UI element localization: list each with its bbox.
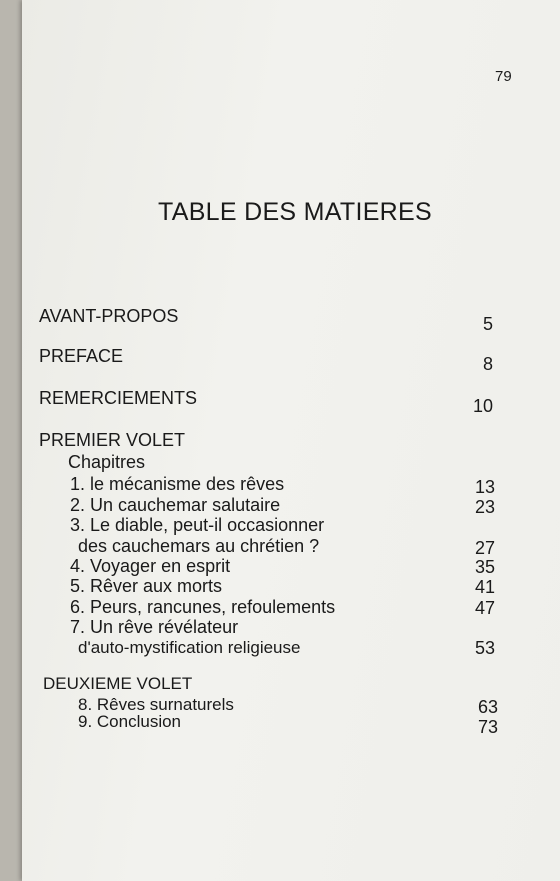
chapter-item: 1. le mécanisme des rêves <box>70 474 285 494</box>
chapter-item: 9. Conclusion <box>78 712 182 731</box>
chapter-page: 23 <box>474 497 495 517</box>
chapter-page: 35 <box>474 557 495 577</box>
chapter-page: 63 <box>477 697 498 717</box>
toc-entry-label: PREFACE <box>39 346 124 366</box>
chapter-page: 47 <box>474 598 495 618</box>
toc-entry-label: REMERCIEMENTS <box>39 388 198 408</box>
toc-entry-page: 10 <box>472 396 493 416</box>
chapter-item: 5. Rêver aux morts <box>70 576 223 596</box>
toc-entry-label: AVANT-PROPOS <box>39 306 179 326</box>
chapter-item: 3. Le diable, peut-il occasionner <box>70 515 325 535</box>
chapter-item: 8. Rêves surnaturels <box>78 695 234 714</box>
section-heading-deuxieme-volet: DEUXIEME VOLET <box>43 674 193 693</box>
section-heading-premier-volet: PREMIER VOLET <box>39 430 186 450</box>
book-page <box>22 0 560 881</box>
toc-entry-page: 5 <box>482 314 493 334</box>
toc-entry-page: 8 <box>482 354 493 374</box>
chapter-item-continuation: d'auto-mystification religieuse <box>78 638 301 657</box>
chapter-page: 13 <box>474 477 495 497</box>
page-title: TABLE DES MATIERES <box>158 198 432 226</box>
chapter-item: 4. Voyager en esprit <box>70 556 231 576</box>
chapter-page: 27 <box>474 538 495 558</box>
page-number: 79 <box>495 68 512 85</box>
chapters-label: Chapitres <box>68 452 146 472</box>
chapter-page: 73 <box>477 717 498 737</box>
chapter-item: 7. Un rêve révélateur <box>70 617 239 637</box>
chapter-item: 6. Peurs, rancunes, refoulements <box>70 597 336 617</box>
chapter-item: 2. Un cauchemar salutaire <box>70 495 281 515</box>
chapter-page: 53 <box>474 638 495 658</box>
chapter-page: 41 <box>474 577 495 597</box>
chapter-item-continuation: des cauchemars au chrétien ? <box>78 536 320 556</box>
